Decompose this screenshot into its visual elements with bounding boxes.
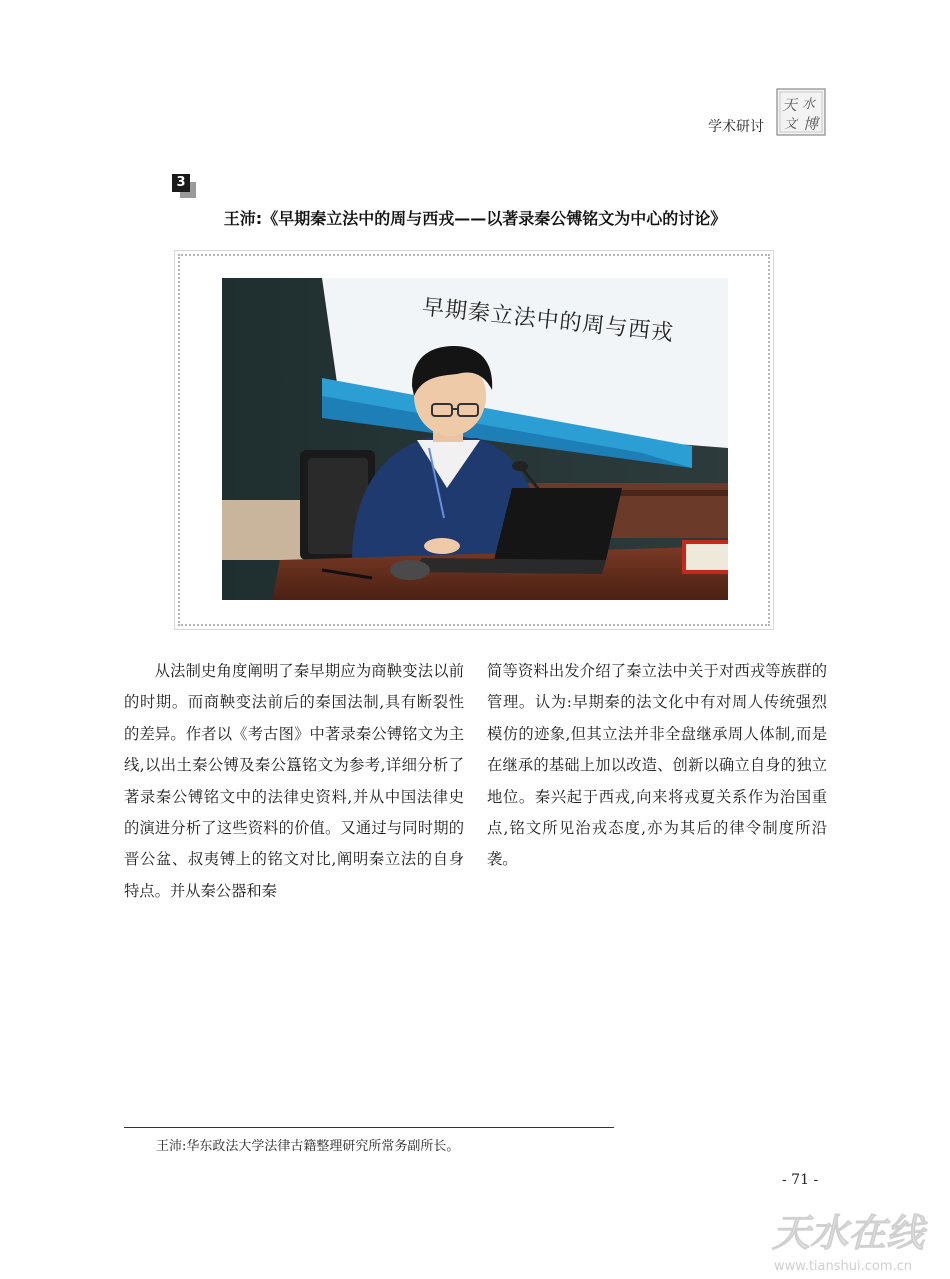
svg-text:文: 文: [784, 117, 798, 132]
page-number: - 71 -: [782, 1172, 819, 1188]
svg-text:博: 博: [803, 115, 819, 133]
svg-text:天: 天: [782, 96, 798, 114]
site-watermark: [766, 1202, 946, 1276]
svg-text:天水在线: 天水在线: [772, 1211, 925, 1255]
section-number-badge: 3: [172, 174, 190, 192]
body-text-left: 从法制史角度阐明了秦早期应为商鞅变法以前的时期。而商鞅变法前后的秦国法制,具有断裂性的差异。作者以《考古图》中著录秦公镈铭文为主线,以出土秦公镈及秦公簋铭文为参考,详细分析了著录秦公镈铭文中的法律史资料,并从中国法律史的演进分析了这些资料的价值。又通过与同时期的晋公盆、叔夷镈上的铭文对比,阐明秦立法的自身特点。并从秦公器和秦: [124, 662, 464, 900]
svg-text:水: 水: [802, 97, 816, 112]
seal-logo: [776, 88, 826, 136]
svg-text:www.tianshui.com.cn: www.tianshui.com.cn: [774, 1259, 913, 1274]
screen-title: 早期秦立法中的周与西戎: [420, 294, 676, 347]
article-title: 王沛:《早期秦立法中的周与西戎——以著录秦公镈铭文为中心的讨论》: [223, 209, 727, 228]
section-label: 学术研讨: [708, 119, 764, 135]
footnote-divider: [124, 1127, 614, 1128]
body-text-right: 简等资料出发介绍了秦立法中关于对西戎等族群的管理。认为:早期秦的法文化中有对周人传统强烈模仿的迹象,但其立法并非全盘继承周人体制,而是在继承的基础上加以改造、创新以确立自身的独立地位。秦兴起于西戎,向来将戎夏关系作为治国重点,铭文所见治戎态度,亦为其后的律令制度所沿袭。: [487, 662, 827, 869]
footnote: 王沛:华东政法大学法律古籍整理研究所常务副所长。: [156, 1139, 460, 1154]
